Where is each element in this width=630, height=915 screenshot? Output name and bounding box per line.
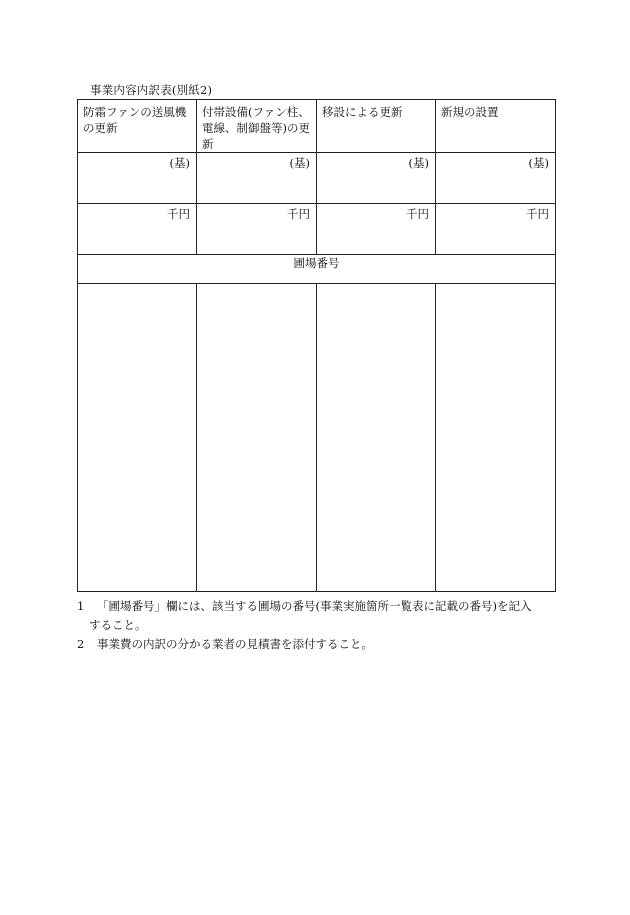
amount-unit-label: 千円 [406, 207, 429, 221]
header-row [78, 100, 556, 153]
note-text: 「圃場番号」欄には、該当する圃場の番号(事業実施箇所一覧表に記載の番号)を記入 [97, 599, 532, 613]
header-cell [197, 100, 317, 153]
note-text: 事業費の内訳の分かる業者の見積書を添付すること。 [97, 637, 373, 651]
plot-number-header-row [78, 255, 556, 284]
amount-row [78, 204, 556, 255]
count-unit-label: (基) [408, 156, 429, 170]
header-cell [78, 100, 197, 153]
count-cell[interactable] [78, 153, 197, 204]
note-item [77, 597, 557, 616]
amount-unit-label: 千円 [167, 207, 190, 221]
count-cell[interactable] [197, 153, 317, 204]
header-cell [317, 100, 436, 153]
plot-number-header: 圃場番号 [78, 255, 556, 284]
breakdown-table [77, 99, 556, 592]
count-unit-label: (基) [169, 156, 190, 170]
header-cell [436, 100, 556, 153]
header-relocation-update: 移設による更新 [322, 105, 403, 119]
plot-number-cell[interactable] [317, 284, 436, 592]
amount-cell[interactable] [197, 204, 317, 255]
plot-number-cell[interactable] [436, 284, 556, 592]
document-title: 事業内容内訳表(別紙2) [90, 83, 213, 97]
amount-unit-label: 千円 [287, 207, 310, 221]
amount-unit-label: 千円 [526, 207, 549, 221]
header-new-installation: 新規の設置 [441, 105, 499, 119]
amount-cell[interactable] [317, 204, 436, 255]
plot-number-row [78, 284, 556, 592]
count-row [78, 153, 556, 204]
header-ancillary-equipment-update: 付帯設備(ファン柱、電線、制御盤等)の更新 [202, 105, 310, 151]
plot-number-cell[interactable] [78, 284, 197, 592]
notes [77, 597, 557, 654]
amount-cell[interactable] [78, 204, 197, 255]
count-cell[interactable] [317, 153, 436, 204]
count-unit-label: (基) [289, 156, 310, 170]
count-unit-label: (基) [528, 156, 549, 170]
header-fan-blower-update: 防霜ファンの送風機の更新 [83, 105, 187, 135]
note-item [77, 635, 557, 654]
amount-cell[interactable] [436, 204, 556, 255]
plot-number-cell[interactable] [197, 284, 317, 592]
note-number: 2 [77, 637, 85, 651]
note-continuation: すること。 [89, 618, 147, 632]
count-cell[interactable] [436, 153, 556, 204]
note-number: 1 [77, 599, 85, 613]
